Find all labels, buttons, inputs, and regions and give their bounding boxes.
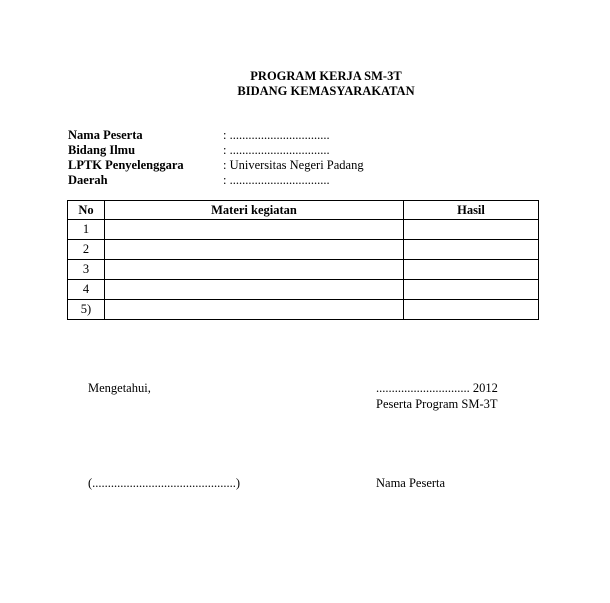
field-value-lptk: : Universitas Negeri Padang [223, 158, 364, 172]
field-label-nama-peserta: Nama Peserta [68, 128, 143, 142]
field-label-daerah: Daerah [68, 173, 108, 187]
materi-cell [105, 220, 404, 240]
hasil-cell [404, 300, 539, 320]
materi-cell [105, 240, 404, 260]
table-row [68, 240, 539, 260]
header-materi-kegiatan: Materi kegiatan [105, 201, 404, 220]
table-header-row [68, 201, 539, 220]
row-number: 3 [68, 260, 105, 280]
header-no: No [68, 201, 105, 220]
materi-cell [105, 280, 404, 300]
field-value-bidang-ilmu: : ................................ [223, 143, 330, 157]
table-row [68, 280, 539, 300]
table-row [68, 300, 539, 320]
materi-cell [105, 300, 404, 320]
field-value-daerah: : ................................ [223, 173, 330, 187]
signature-date: .............................. 2012 [376, 381, 498, 395]
row-number: 5) [68, 300, 105, 320]
hasil-cell [404, 220, 539, 240]
row-number: 2 [68, 240, 105, 260]
field-label-bidang-ilmu: Bidang Ilmu [68, 143, 136, 157]
table-row [68, 260, 539, 280]
right-signature-name: Nama Peserta [376, 476, 446, 490]
document-title-line-1: PROGRAM KERJA SM-3T [250, 69, 402, 83]
field-label-lptk: LPTK Penyelenggara [68, 158, 184, 172]
row-number: 1 [68, 220, 105, 240]
program-table [67, 200, 539, 320]
left-signature-name-line: (..............................................) [88, 476, 241, 490]
hasil-cell [404, 280, 539, 300]
row-number: 4 [68, 280, 105, 300]
materi-cell [105, 260, 404, 280]
document-title-line-2: BIDANG KEMASYARAKATAN [237, 84, 415, 98]
hasil-cell [404, 260, 539, 280]
hasil-cell [404, 240, 539, 260]
mengetahui-label: Mengetahui, [88, 381, 151, 395]
field-value-nama-peserta: : ................................ [223, 128, 330, 142]
table-row [68, 220, 539, 240]
signature-role: Peserta Program SM-3T [376, 397, 498, 411]
header-hasil: Hasil [404, 201, 539, 220]
